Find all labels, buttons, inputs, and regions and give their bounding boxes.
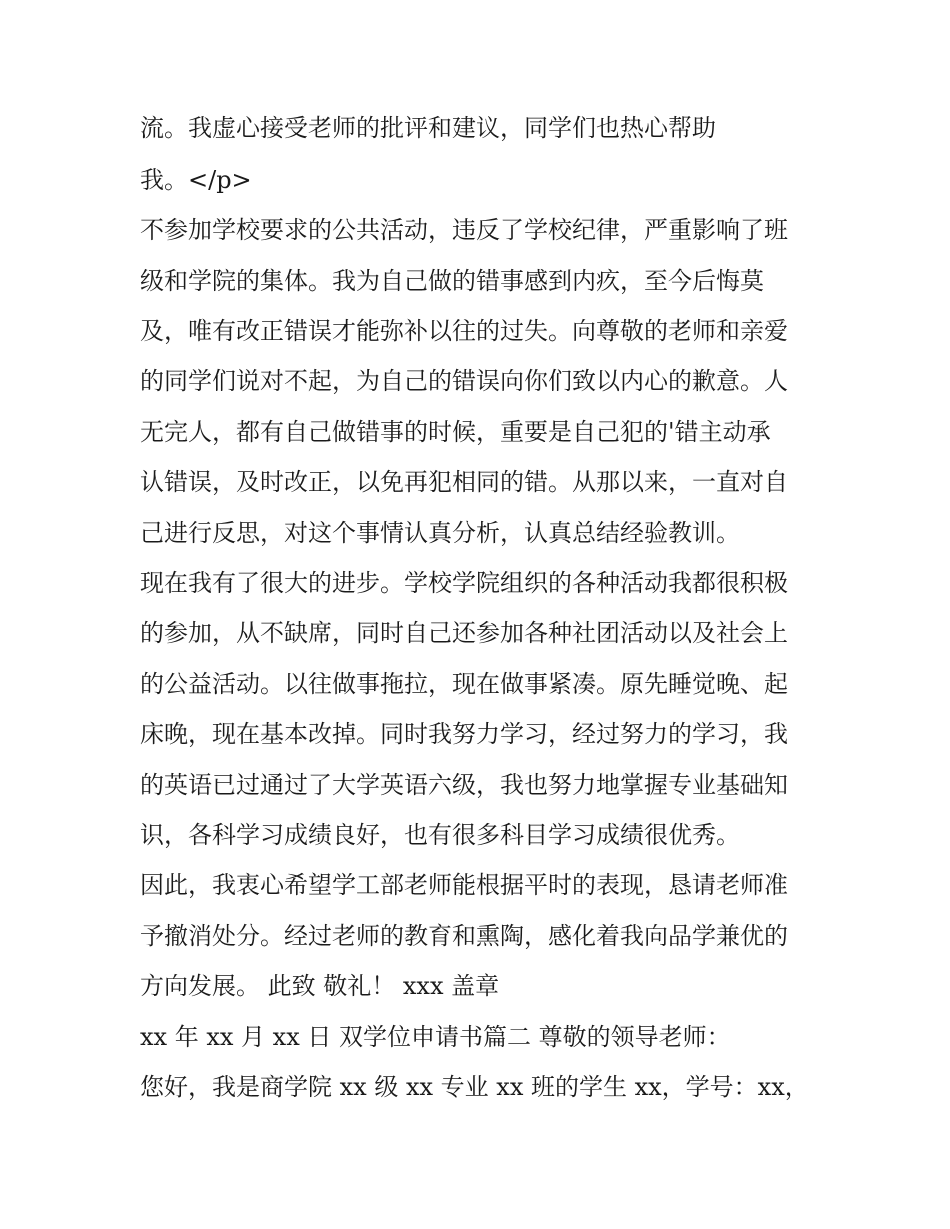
text-line: 您好，我是商学院 xx 级 xx 专业 xx 班的学生 xx，学号：xx， — [140, 1073, 809, 1101]
text-line: 方向发展。 此致 敬礼！ xxx 盖章 — [140, 972, 500, 1000]
text-line: 认错误，及时改正，以免再犯相同的错。从那以来，一直对自 — [140, 468, 788, 496]
text-line: 无完人，都有自己做错事的时候，重要是自己犯的'错主动承 — [140, 418, 771, 446]
text-line: 的参加，从不缺席，同时自己还参加各种社团活动以及社会上 — [140, 619, 788, 647]
text-line: 的英语已过通过了大学英语六级，我也努力地掌握专业基础知 — [140, 771, 788, 799]
text-line: 予撤消处分。经过老师的教育和熏陶，感化着我向品学兼优的 — [140, 922, 788, 950]
text-line: 现在我有了很大的进步。学校学院组织的各种活动我都很积极 — [140, 569, 788, 597]
text-line: 及，唯有改正错误才能弥补以往的过失。向尊敬的老师和亲爱 — [140, 317, 788, 345]
text-line: 不参加学校要求的公共活动，违反了学校纪律，严重影响了班 — [140, 216, 788, 244]
text-line: 我。</p> — [140, 166, 252, 194]
text-line: 识，各科学习成绩良好，也有很多科目学习成绩很优秀。 — [140, 821, 740, 849]
text-line: 因此，我衷心希望学工部老师能根据平时的表现，恳请老师准 — [140, 871, 788, 899]
text-line: xx 年 xx 月 xx 日 双学位申请书篇二 尊敬的领导老师： — [140, 1023, 731, 1051]
text-line: 流。我虚心接受老师的批评和建议，同学们也热心帮助 — [140, 114, 716, 142]
text-line: 的同学们说对不起，为自己的错误向你们致以内心的歉意。人 — [140, 367, 788, 395]
text-line: 的公益活动。以往做事拖拉，现在做事紧凑。原先睡觉晚、起 — [140, 670, 788, 698]
text-line: 床晚，现在基本改掉。同时我努力学习，经过努力的学习，我 — [140, 720, 788, 748]
text-line: 己进行反思，对这个事情认真分析，认真总结经验教训。 — [140, 519, 740, 547]
text-line: 级和学院的集体。我为自己做的错事感到内疚，至今后悔莫 — [140, 267, 764, 295]
